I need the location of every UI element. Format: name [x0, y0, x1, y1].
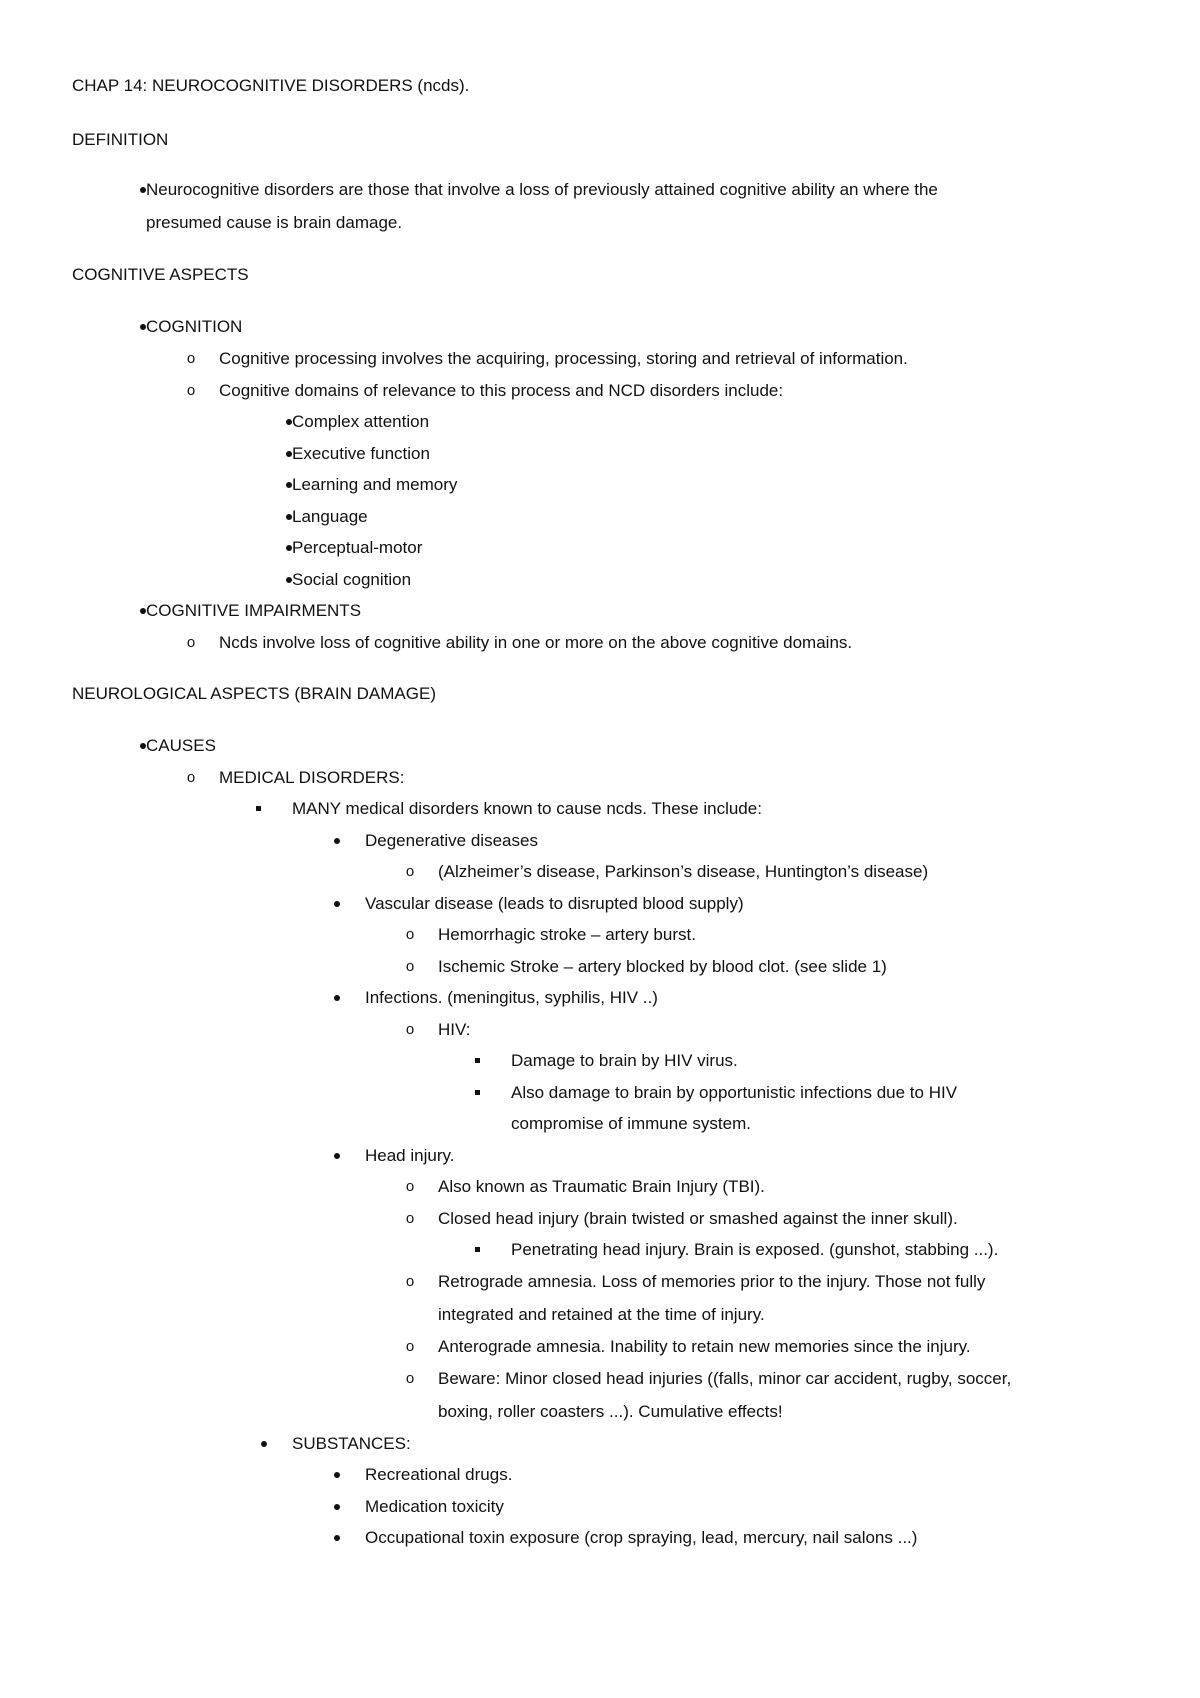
- bullet-dot-icon: [327, 1464, 347, 1478]
- bullet-dot-icon: [327, 1496, 347, 1510]
- item-ischemic: Ischemic Stroke – artery blocked by blood clot. (see slide 1): [438, 957, 887, 976]
- item-vascular: Vascular disease (leads to disrupted blood supply): [365, 894, 744, 913]
- item-cognition: COGNITION: [146, 317, 243, 336]
- domain-item: Social cognition: [292, 570, 412, 589]
- item-retrograde-line2: integrated and retained at the time of injury.: [438, 1305, 765, 1324]
- bullet-circle-icon: o: [405, 1370, 415, 1387]
- bullet-circle-icon: o: [186, 350, 196, 367]
- item-degenerative-examples: (Alzheimer’s disease, Parkinson’s disease, Huntington’s disease): [438, 862, 929, 881]
- domain-item: Learning and memory: [292, 475, 458, 494]
- item-cognitive-processing: Cognitive processing involves the acquiring, processing, storing and retrieval of information.: [219, 349, 908, 368]
- bullet-circle-icon: o: [405, 1273, 415, 1290]
- bullet-dot-icon: [327, 987, 347, 1001]
- item-hemorrhagic: Hemorrhagic stroke – artery burst.: [438, 925, 696, 944]
- item-beware-line2: boxing, roller coasters ...). Cumulative effects!: [438, 1402, 783, 1421]
- bullet-circle-icon: o: [405, 1210, 415, 1227]
- domain-item: Executive function: [292, 444, 430, 463]
- bullet-dot-icon: [327, 830, 347, 844]
- item-cognitive-domains: Cognitive domains of relevance to this process and NCD disorders include:: [219, 381, 784, 400]
- item-medication-toxicity: Medication toxicity: [365, 1497, 504, 1516]
- bullet-circle-icon: o: [186, 769, 196, 786]
- domain-item: Complex attention: [292, 412, 430, 431]
- item-retrograde-line1: Retrograde amnesia. Loss of memories prior to the injury. Those not fully: [438, 1272, 986, 1291]
- item-penetrating-head-injury: Penetrating head injury. Brain is exposed. (gunshot, stabbing ...).: [511, 1240, 999, 1259]
- bullet-square-icon: [467, 1239, 487, 1252]
- bullet-dot-icon: [327, 1145, 347, 1159]
- item-cognitive-impairments: COGNITIVE IMPAIRMENTS: [146, 601, 362, 620]
- item-degenerative: Degenerative diseases: [365, 831, 538, 850]
- item-substances: SUBSTANCES:: [292, 1434, 411, 1453]
- bullet-dot-icon: [327, 1527, 347, 1541]
- item-anterograde: Anterograde amnesia. Inability to retain new memories since the injury.: [438, 1337, 971, 1356]
- item-occupational-toxin: Occupational toxin exposure (crop spraying, lead, mercury, nail salons ...): [365, 1528, 918, 1547]
- bullet-circle-icon: o: [405, 1021, 415, 1038]
- item-closed-head-injury: Closed head injury (brain twisted or smashed against the inner skull).: [438, 1209, 958, 1228]
- bullet-circle-icon: o: [405, 1178, 415, 1195]
- definition-text-line2: presumed cause is brain damage.: [146, 213, 403, 232]
- item-causes: CAUSES: [146, 736, 216, 755]
- heading-neurological-aspects: NEUROLOGICAL ASPECTS (BRAIN DAMAGE): [72, 684, 436, 703]
- domain-item: Language: [292, 507, 368, 526]
- bullet-circle-icon: o: [405, 958, 415, 975]
- item-recreational-drugs: Recreational drugs.: [365, 1465, 513, 1484]
- document-title: CHAP 14: NEUROCOGNITIVE DISORDERS (ncds).: [72, 76, 470, 95]
- domain-item: Perceptual-motor: [292, 538, 423, 557]
- bullet-circle-icon: o: [405, 1338, 415, 1355]
- item-many-medical: MANY medical disorders known to cause ncds. These include:: [292, 799, 762, 818]
- item-beware-line1: Beware: Minor closed head injuries ((falls, minor car accident, rugby, soccer,: [438, 1369, 1012, 1388]
- bullet-square-icon: [467, 1082, 487, 1095]
- bullet-circle-icon: o: [405, 863, 415, 880]
- definition-text-line1: Neurocognitive disorders are those that involve a loss of previously attained cognitive ability an where the: [146, 180, 938, 199]
- item-impairments-text: Ncds involve loss of cognitive ability in one or more on the above cognitive domains.: [219, 633, 853, 652]
- item-infections: Infections. (meningitus, syphilis, HIV ..): [365, 988, 658, 1007]
- bullet-circle-icon: o: [186, 634, 196, 651]
- bullet-circle-icon: o: [186, 382, 196, 399]
- item-medical-disorders: MEDICAL DISORDERS:: [219, 768, 405, 787]
- heading-definition: DEFINITION: [72, 130, 169, 149]
- item-head-injury: Head injury.: [365, 1146, 455, 1165]
- bullet-square-icon: [467, 1050, 487, 1063]
- bullet-dot-icon: [327, 893, 347, 907]
- item-hiv-opportunistic-line1: Also damage to brain by opportunistic infections due to HIV: [511, 1083, 958, 1102]
- bullet-circle-icon: o: [405, 926, 415, 943]
- item-tbi: Also known as Traumatic Brain Injury (TBI).: [438, 1177, 765, 1196]
- item-hiv: HIV:: [438, 1020, 471, 1039]
- bullet-dot-icon: [254, 1433, 274, 1447]
- bullet-square-icon: [248, 798, 268, 811]
- heading-cognitive-aspects: COGNITIVE ASPECTS: [72, 265, 249, 284]
- item-hiv-opportunistic-line2: compromise of immune system.: [511, 1114, 751, 1133]
- item-hiv-damage: Damage to brain by HIV virus.: [511, 1051, 738, 1070]
